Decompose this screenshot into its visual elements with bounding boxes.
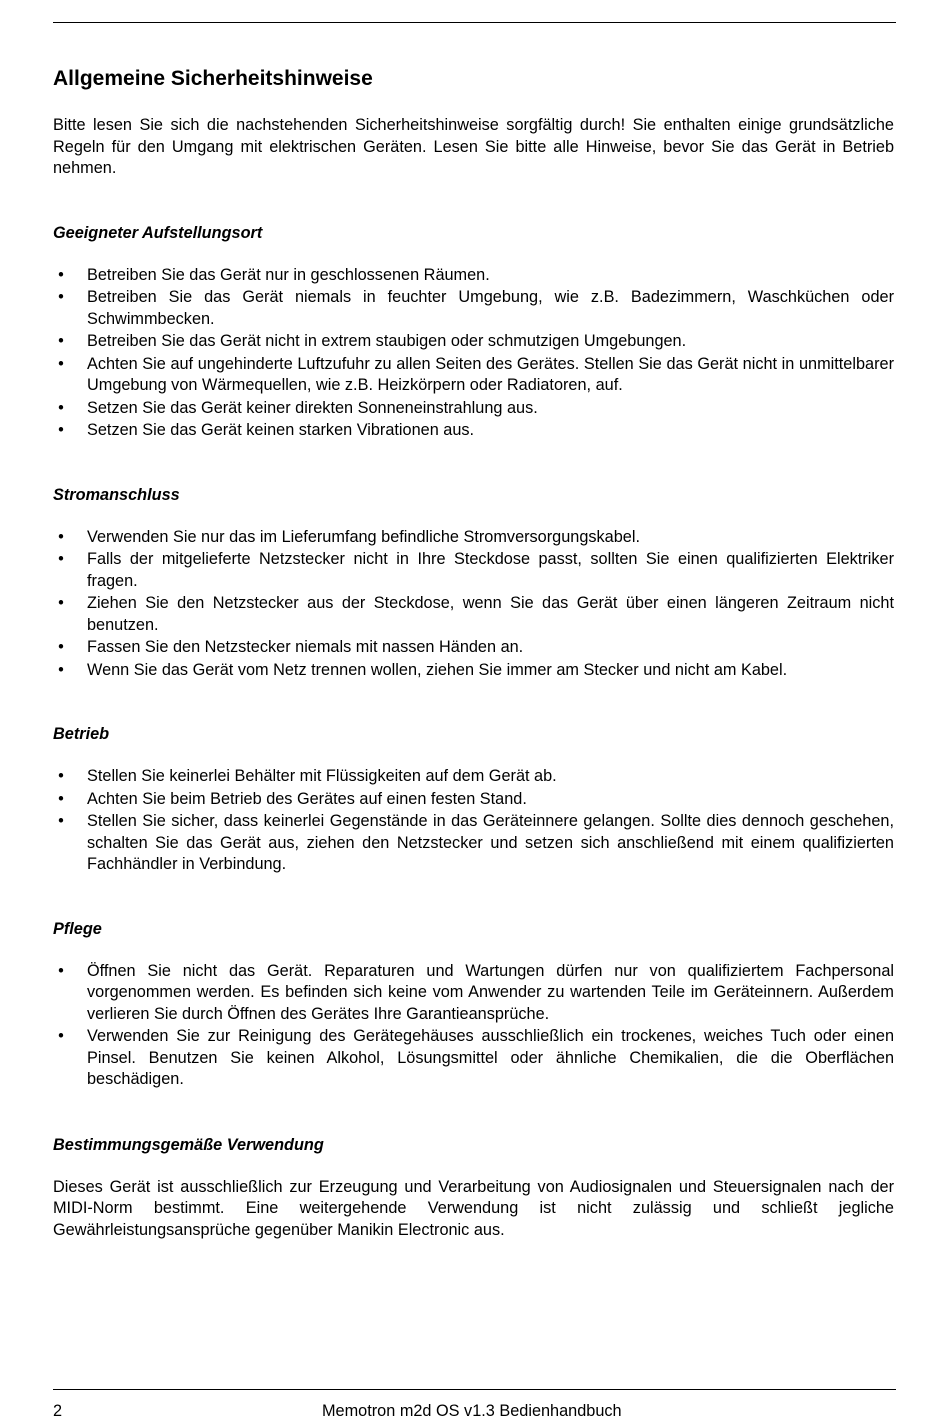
bullet-icon: • (58, 354, 64, 373)
footer-doc-title: Memotron m2d OS v1.3 Bedienhandbuch (322, 1402, 622, 1420)
section-heading: Betrieb (53, 725, 110, 743)
list-item (53, 660, 894, 682)
section-1 (53, 222, 894, 442)
safety-sections (53, 222, 894, 1091)
list-item (53, 398, 894, 420)
bullet-list (53, 961, 894, 1091)
list-item-text: Falls der mitgelieferte Netzstecker nicht in Ihre Steckdose passt, sollten Sie einen qualifizierten Elektriker fragen. (87, 550, 894, 590)
bullet-icon: • (58, 638, 64, 656)
list-item (53, 961, 894, 1026)
list-item-text: Achten Sie beim Betrieb des Gerätes auf einen festen Stand. (87, 789, 527, 808)
list-item (53, 354, 894, 397)
list-item-text: Betreiben Sie das Gerät nur in geschlossenen Räumen. (87, 265, 490, 284)
list-item-text: Betreiben Sie das Gerät niemals in feuchter Umgebung, wie z.B. Badezimmern, Waschküchen oder Schwimmbecken. (87, 288, 894, 328)
list-item-text: Fassen Sie den Netzstecker niemals mit nassen Händen an. (87, 638, 524, 656)
bullet-icon: • (58, 398, 64, 417)
bullet-icon: • (58, 550, 64, 568)
list-item-text: Setzen Sie das Gerät keinen starken Vibrationen aus. (87, 421, 475, 439)
bullet-icon: • (58, 789, 64, 808)
list-item-text: Verwenden Sie nur das im Lieferumfang befindliche Stromversorgungskabel. (87, 527, 640, 546)
page-content (53, 64, 894, 1241)
bullet-icon: • (58, 660, 64, 679)
list-item-text: Stellen Sie keinerlei Behälter mit Flüssigkeiten auf dem Gerät ab. (87, 767, 557, 785)
page-title: Allgemeine Sicherheitshinweise (53, 67, 373, 90)
list-item (53, 766, 894, 788)
list-item-text: Öffnen Sie nicht das Gerät. Reparaturen und Wartungen dürfen nur von qualifiziertem Fachpersonal vorgenommen werden. Es befinden sich keine vom Anwender zu wartenden Teile im Geräteinnern. Außerdem verlieren Sie durch Öffnen des Gerätes Ihre Garantieansprüche. (87, 961, 894, 1023)
bullet-icon: • (58, 812, 64, 830)
list-item-text: Betreiben Sie das Gerät nicht in extrem staubigen oder schmutzigen Umgebungen. (87, 332, 687, 350)
section-usage (53, 1134, 894, 1242)
section-2 (53, 484, 894, 682)
section-4 (53, 918, 894, 1091)
bullet-icon: • (58, 421, 64, 439)
list-item (53, 637, 894, 659)
bullet-icon: • (58, 332, 64, 350)
page-number: 2 (53, 1402, 63, 1420)
list-item (53, 789, 894, 811)
bullet-list (53, 265, 894, 442)
footer-rule (53, 1389, 896, 1390)
list-item-text: Verwenden Sie zur Reinigung des Gerätegehäuses ausschließlich ein trockenes, weiches Tuch oder einen Pinsel. Benutzen Sie keinen Alkohol, Lösungsmittel oder ähnliche Chemikalien, die die Oberflächen beschädigen. (87, 1027, 894, 1088)
header-rule (53, 22, 896, 23)
list-item (53, 549, 894, 592)
section-heading: Stromanschluss (53, 485, 180, 504)
bullet-list (53, 527, 894, 682)
bullet-icon: • (58, 1027, 64, 1045)
list-item (53, 287, 894, 330)
list-item-text: Ziehen Sie den Netzstecker aus der Steckdose, wenn Sie das Gerät über einen längeren Zeitraum nicht benutzen. (87, 594, 894, 634)
bullet-list (53, 766, 894, 876)
list-item (53, 593, 894, 636)
list-item (53, 1026, 894, 1091)
list-item (53, 331, 894, 353)
bullet-icon: • (58, 594, 64, 612)
section-heading-usage: Bestimmungsgemäße Verwendung (53, 1135, 324, 1154)
bullet-icon: • (58, 288, 64, 306)
list-item-text: Wenn Sie das Gerät vom Netz trennen wollen, ziehen Sie immer am Stecker und nicht am Kabel. (87, 660, 788, 679)
intro-paragraph: Bitte lesen Sie sich die nachstehenden Sicherheitshinweise sorgfältig durch! Sie enthalten einige grundsätzliche Regeln für den Umgang mit elektrischen Geräten. Lesen Sie bitte alle Hinweise, bevor Sie das Gerät in Betrieb nehmen. (53, 116, 894, 177)
list-item (53, 811, 894, 876)
section-3 (53, 723, 894, 876)
section-heading: Geeigneter Aufstellungsort (53, 223, 263, 242)
list-item (53, 527, 894, 549)
section-heading: Pflege (53, 919, 102, 938)
list-item (53, 420, 894, 442)
list-item-text: Achten Sie auf ungehinderte Luftzufuhr zu allen Seiten des Gerätes. Stellen Sie das Gerät nicht in unmittelbarer Umgebung von Wärmequellen, wie z.B. Heizkörpern oder Radiatoren, auf. (87, 354, 894, 394)
bullet-icon: • (58, 265, 64, 284)
usage-paragraph: Dieses Gerät ist ausschließlich zur Erzeugung und Verarbeitung von Audiosignalen und Steuersignalen nach der MIDI-Norm bestimmt. Eine weitergehende Verwendung ist nicht zulässig und schließt jegliche Gewährleistungsansprüche gegenüber Manikin Electronic aus. (53, 1177, 894, 1239)
list-item (53, 265, 894, 287)
bullet-icon: • (58, 527, 64, 546)
list-item-text: Stellen Sie sicher, dass keinerlei Gegenstände in das Geräteinnere gelangen. Sollte dies dennoch geschehen, schalten Sie das Gerät aus, ziehen den Netzstecker und setzen sich anschließend mit einem qualifizierten Fachhändler in Verbindung. (87, 812, 894, 873)
bullet-icon: • (58, 767, 64, 785)
bullet-icon: • (58, 961, 64, 980)
list-item-text: Setzen Sie das Gerät keiner direkten Sonneneinstrahlung aus. (87, 398, 538, 417)
